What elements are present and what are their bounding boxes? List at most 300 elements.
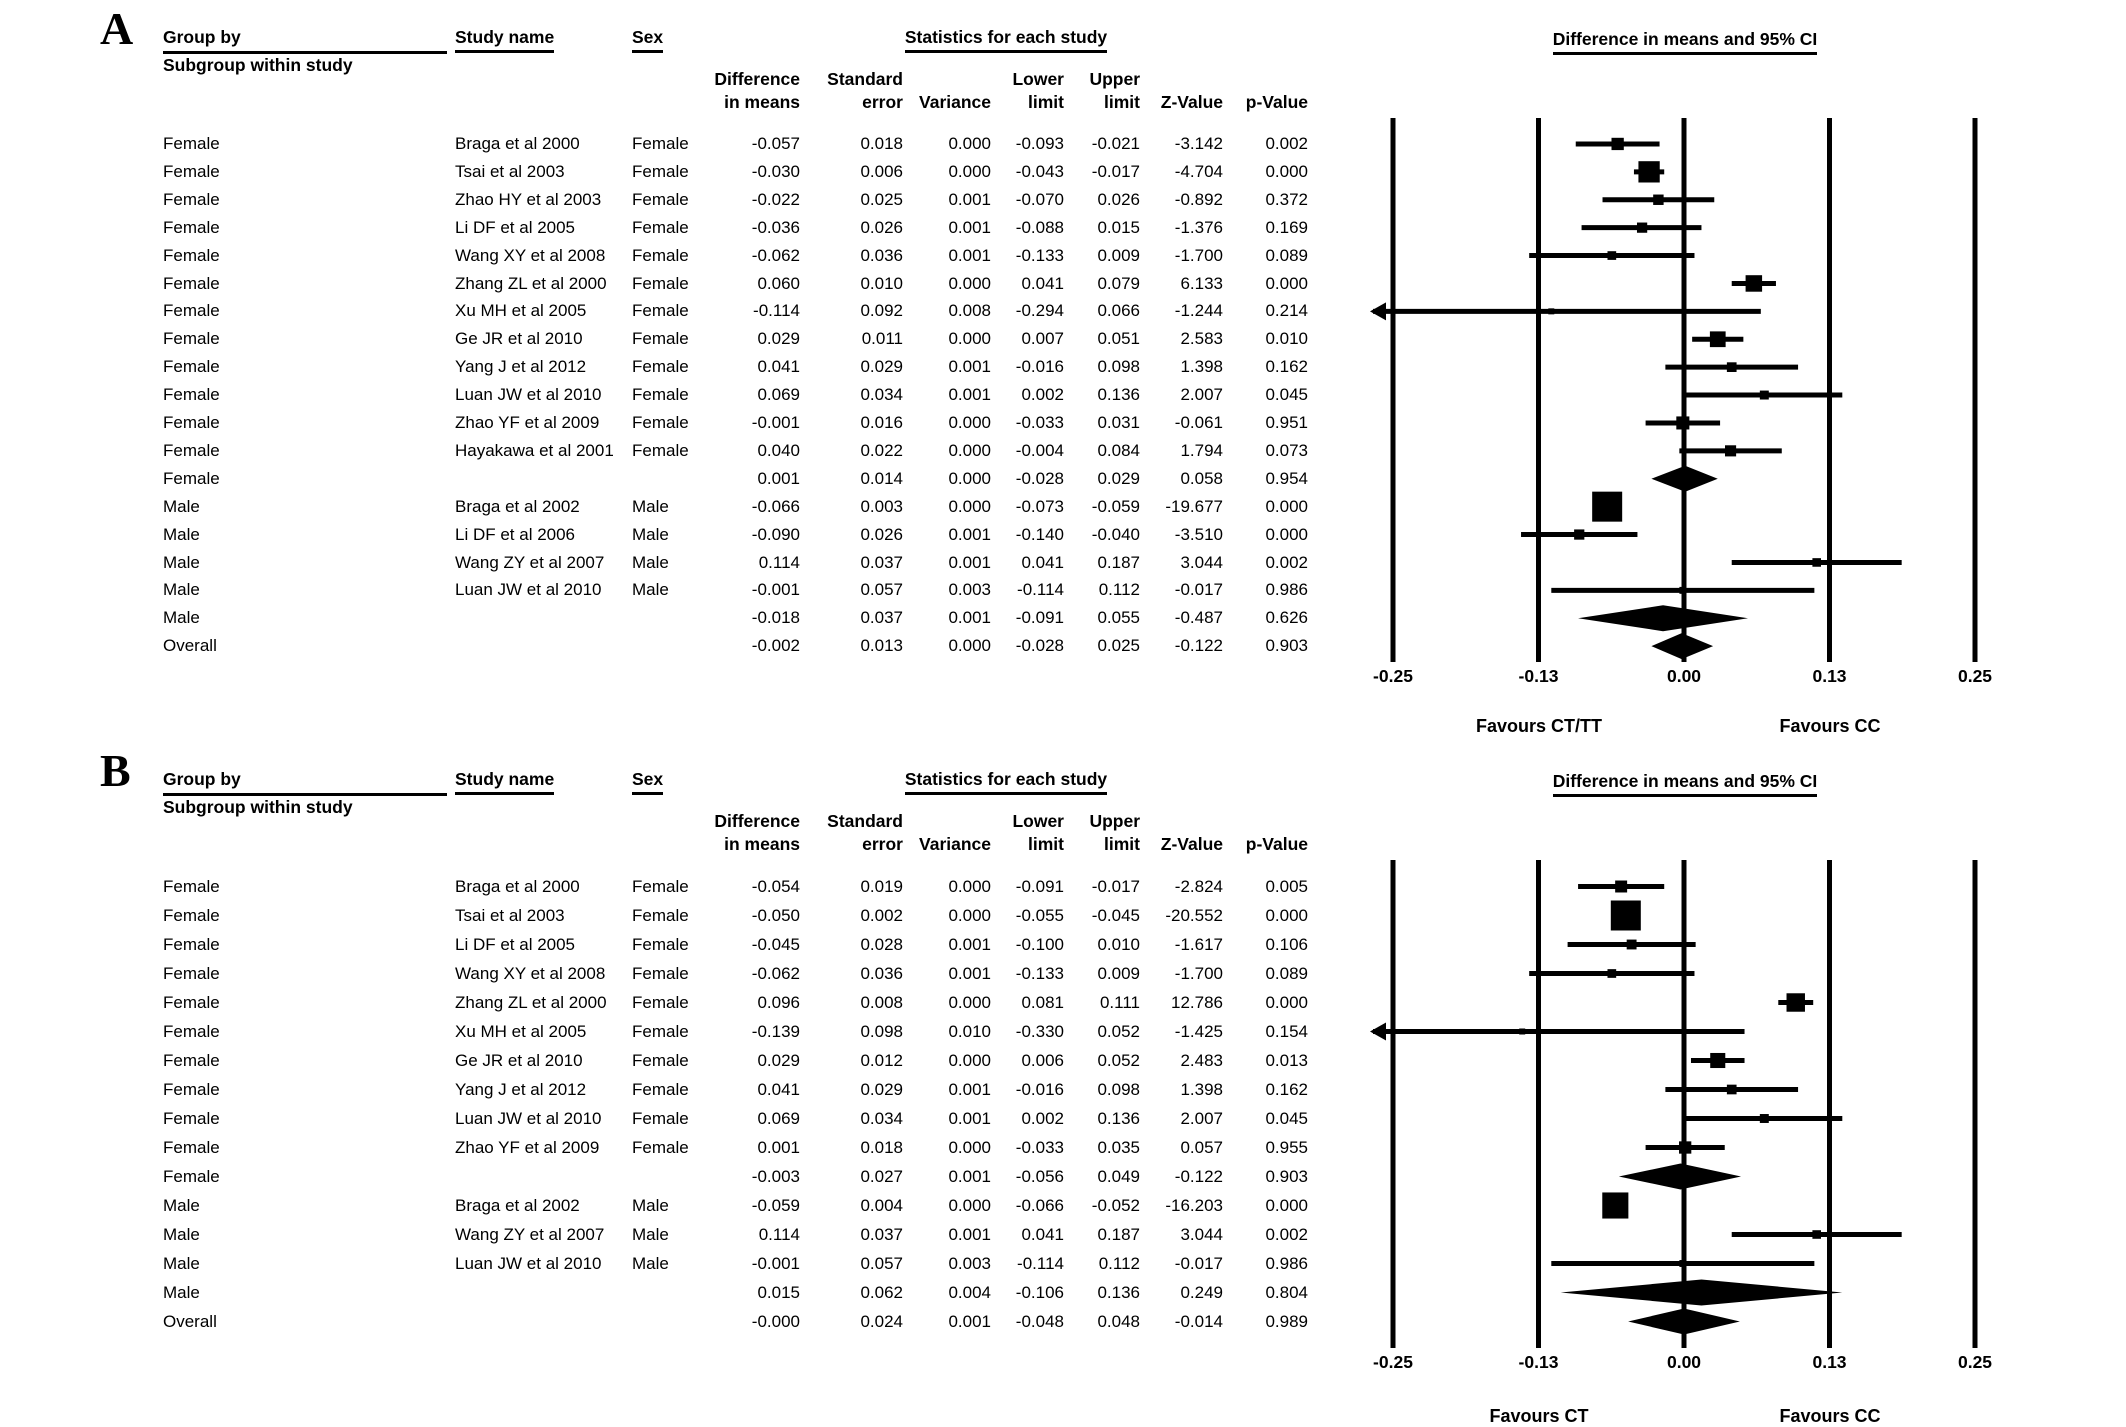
cell-se: 0.034 bbox=[860, 1109, 903, 1128]
cell-se: 0.014 bbox=[860, 468, 903, 488]
column-header-lower: Lower bbox=[1012, 69, 1064, 89]
cell-p: 0.000 bbox=[1265, 1196, 1308, 1215]
summary-diamond bbox=[1578, 605, 1748, 631]
cell-group: Female bbox=[163, 906, 220, 925]
cell-group: Overall bbox=[163, 636, 217, 656]
cell-sex: Female bbox=[632, 1138, 689, 1157]
cell-z: -0.017 bbox=[1174, 580, 1223, 600]
effect-square bbox=[1607, 251, 1616, 260]
cell-group: Female bbox=[163, 301, 220, 321]
cell-se: 0.036 bbox=[860, 245, 903, 265]
effect-square bbox=[1638, 161, 1659, 182]
cell-variance: 0.000 bbox=[948, 329, 991, 349]
cell-z: 0.058 bbox=[1180, 468, 1223, 488]
cell-group: Female bbox=[163, 1022, 220, 1041]
effect-square bbox=[1676, 416, 1689, 429]
table-row bbox=[0, 242, 1340, 270]
column-header-lower-limit: limit bbox=[1028, 92, 1064, 112]
cell-study: Hayakawa et al 2001 bbox=[455, 440, 614, 460]
cell-p: 0.013 bbox=[1265, 1051, 1308, 1070]
cell-lower: -0.091 bbox=[1015, 877, 1064, 896]
cell-diff: -0.114 bbox=[753, 301, 800, 321]
column-header-sex: Sex bbox=[632, 769, 663, 795]
cell-se: 0.016 bbox=[860, 413, 903, 432]
column-header-variance: Variance bbox=[919, 92, 991, 112]
axis-tick-label: -0.13 bbox=[1518, 1352, 1559, 1372]
cell-diff: 0.114 bbox=[758, 552, 800, 572]
cell-lower: 0.041 bbox=[1021, 1225, 1064, 1244]
cell-variance: 0.010 bbox=[948, 1022, 991, 1041]
cell-diff: -0.002 bbox=[751, 636, 800, 656]
effect-square bbox=[1548, 308, 1554, 314]
cell-z: 1.398 bbox=[1180, 1080, 1223, 1099]
cell-se: 0.024 bbox=[860, 1312, 903, 1331]
cell-p: 0.002 bbox=[1265, 134, 1308, 153]
cell-z: 3.044 bbox=[1180, 552, 1223, 572]
cell-lower: -0.055 bbox=[1015, 906, 1064, 925]
cell-p: 0.010 bbox=[1265, 329, 1308, 349]
cell-group: Overall bbox=[163, 1312, 217, 1331]
cell-group: Female bbox=[163, 964, 220, 983]
cell-lower: 0.041 bbox=[1021, 552, 1064, 572]
cell-se: 0.018 bbox=[860, 1138, 903, 1157]
cell-p: 0.000 bbox=[1265, 524, 1308, 544]
cell-p: 0.002 bbox=[1265, 552, 1308, 572]
column-header-z-value: Z-Value bbox=[1160, 834, 1223, 854]
table-row bbox=[0, 325, 1340, 353]
column-header-p-value: p-Value bbox=[1245, 92, 1308, 112]
cell-se: 0.034 bbox=[860, 385, 903, 405]
cell-group: Female bbox=[163, 329, 220, 349]
cell-se: 0.004 bbox=[860, 1196, 903, 1215]
table-row bbox=[0, 1046, 1340, 1075]
cell-diff: -0.045 bbox=[751, 935, 800, 954]
effect-square bbox=[1679, 1141, 1691, 1153]
cell-group: Female bbox=[163, 1138, 220, 1157]
cell-se: 0.037 bbox=[860, 1225, 903, 1244]
cell-upper: 0.084 bbox=[1097, 440, 1140, 460]
summary-diamond bbox=[1561, 1280, 1843, 1306]
cell-p: 0.000 bbox=[1265, 496, 1308, 516]
cell-lower: -0.073 bbox=[1015, 496, 1064, 516]
cell-se: 0.098 bbox=[860, 1022, 903, 1041]
cell-diff: -0.001 bbox=[751, 1254, 800, 1273]
cell-sex: Female bbox=[632, 301, 689, 321]
column-header-upper-limit: limit bbox=[1104, 834, 1140, 854]
table-row bbox=[0, 604, 1340, 632]
cell-lower: 0.041 bbox=[1021, 273, 1064, 293]
column-header-difference: Difference bbox=[714, 69, 800, 89]
cell-lower: -0.091 bbox=[1015, 608, 1064, 628]
cell-p: 0.106 bbox=[1265, 935, 1308, 954]
column-header-in-means: in means bbox=[724, 92, 800, 112]
cell-z: -0.061 bbox=[1174, 413, 1223, 432]
axis-tick-label: 0.25 bbox=[1957, 1352, 1993, 1372]
cell-lower: -0.043 bbox=[1015, 161, 1064, 181]
effect-square bbox=[1760, 1114, 1769, 1123]
column-header-error: error bbox=[862, 92, 903, 112]
cell-diff: -0.018 bbox=[751, 608, 800, 628]
cell-upper: 0.026 bbox=[1097, 189, 1140, 209]
cell-p: 0.073 bbox=[1265, 440, 1308, 460]
cell-study: Braga et al 2000 bbox=[455, 877, 580, 896]
cell-study: Zhang ZL et al 2000 bbox=[455, 993, 607, 1012]
cell-sex: Female bbox=[632, 1080, 689, 1099]
cell-group: Female bbox=[163, 245, 220, 265]
table-row bbox=[0, 158, 1340, 186]
cell-group: Female bbox=[163, 217, 220, 237]
cell-lower: -0.048 bbox=[1015, 1312, 1064, 1331]
column-header-group-by: Group by bbox=[163, 769, 447, 796]
cell-p: 0.626 bbox=[1265, 608, 1308, 628]
cell-variance: 0.001 bbox=[948, 1312, 991, 1331]
cell-diff: 0.069 bbox=[757, 1109, 800, 1128]
column-header-study-name: Study name bbox=[455, 27, 554, 53]
cell-variance: 0.001 bbox=[948, 935, 991, 954]
table-row bbox=[0, 409, 1340, 437]
cell-variance: 0.000 bbox=[948, 496, 991, 516]
effect-square bbox=[1679, 1260, 1686, 1267]
cell-p: 0.045 bbox=[1265, 385, 1308, 405]
cell-upper: -0.059 bbox=[1091, 496, 1140, 516]
effect-square bbox=[1519, 1029, 1525, 1035]
cell-variance: 0.001 bbox=[948, 552, 991, 572]
cell-lower: -0.056 bbox=[1015, 1167, 1064, 1186]
cell-variance: 0.000 bbox=[948, 993, 991, 1012]
cell-diff: -0.059 bbox=[751, 1196, 800, 1215]
table-row bbox=[0, 493, 1340, 521]
cell-z: -16.203 bbox=[1165, 1196, 1223, 1215]
cell-upper: -0.021 bbox=[1091, 134, 1140, 153]
cell-variance: 0.000 bbox=[948, 468, 991, 488]
effect-square bbox=[1679, 587, 1686, 594]
cell-sex: Male bbox=[632, 1196, 669, 1215]
cell-lower: -0.294 bbox=[1015, 301, 1064, 321]
effect-square bbox=[1602, 1192, 1628, 1218]
cell-variance: 0.001 bbox=[948, 524, 991, 544]
cell-variance: 0.001 bbox=[948, 189, 991, 209]
table-row bbox=[0, 1249, 1340, 1278]
column-header-p-value: p-Value bbox=[1245, 834, 1308, 854]
cell-study: Xu MH et al 2005 bbox=[455, 301, 587, 321]
cell-group: Male bbox=[163, 1254, 200, 1273]
cell-upper: 0.187 bbox=[1097, 1225, 1140, 1244]
cell-p: 0.089 bbox=[1265, 964, 1308, 983]
cell-upper: 0.009 bbox=[1097, 964, 1140, 983]
cell-variance: 0.001 bbox=[948, 1080, 991, 1099]
cell-z: -1.700 bbox=[1174, 964, 1223, 983]
column-header-standard: Standard bbox=[827, 811, 903, 831]
cell-diff: -0.139 bbox=[751, 1022, 800, 1041]
cell-lower: -0.330 bbox=[1015, 1022, 1064, 1041]
table-row bbox=[0, 1075, 1340, 1104]
column-header-group-by: Group by bbox=[163, 27, 447, 54]
cell-diff: 0.029 bbox=[757, 329, 800, 349]
cell-study: Luan JW et al 2010 bbox=[455, 1109, 602, 1128]
cell-lower: -0.070 bbox=[1015, 189, 1064, 209]
cell-upper: 0.025 bbox=[1097, 636, 1140, 656]
cell-z: -0.017 bbox=[1174, 1254, 1223, 1273]
cell-lower: -0.004 bbox=[1015, 440, 1064, 460]
cell-variance: 0.000 bbox=[948, 1138, 991, 1157]
cell-lower: 0.081 bbox=[1021, 993, 1064, 1012]
favours-right-label: Favours CC bbox=[1779, 1406, 1881, 1426]
panel-label-a: A bbox=[100, 3, 134, 54]
cell-study: Li DF et al 2005 bbox=[455, 217, 576, 237]
cell-diff: -0.001 bbox=[751, 413, 800, 432]
cell-variance: 0.000 bbox=[948, 1196, 991, 1215]
panel-b bbox=[0, 742, 2126, 1427]
cell-sex: Female bbox=[632, 245, 689, 265]
cell-group: Female bbox=[163, 877, 220, 896]
cell-se: 0.019 bbox=[860, 877, 903, 896]
cell-se: 0.018 bbox=[860, 134, 903, 153]
cell-se: 0.011 bbox=[861, 329, 903, 349]
cell-group: Male bbox=[163, 580, 200, 600]
table-row bbox=[0, 930, 1340, 959]
cell-upper: 0.035 bbox=[1097, 1138, 1140, 1157]
cell-p: 0.986 bbox=[1265, 580, 1308, 600]
stats-group-header: Statistics for each study bbox=[868, 27, 1144, 53]
cell-se: 0.037 bbox=[860, 608, 903, 628]
cell-variance: 0.001 bbox=[948, 1109, 991, 1128]
cell-se: 0.029 bbox=[860, 1080, 903, 1099]
cell-variance: 0.000 bbox=[948, 877, 991, 896]
column-header-in-means: in means bbox=[724, 834, 800, 854]
cell-study: Xu MH et al 2005 bbox=[455, 1022, 587, 1041]
column-header-study-name: Study name bbox=[455, 769, 554, 795]
cell-z: 2.007 bbox=[1180, 1109, 1223, 1128]
effect-square bbox=[1574, 529, 1584, 539]
cell-sex: Female bbox=[632, 217, 689, 237]
cell-sex: Male bbox=[632, 496, 669, 516]
cell-variance: 0.000 bbox=[948, 636, 991, 656]
cell-p: 0.214 bbox=[1265, 301, 1308, 321]
plot-title: Difference in means and 95% CI bbox=[1504, 29, 1866, 55]
cell-p: 0.154 bbox=[1265, 1022, 1308, 1041]
cell-upper: 0.136 bbox=[1097, 1109, 1140, 1128]
cell-se: 0.028 bbox=[860, 935, 903, 954]
table-row bbox=[0, 901, 1340, 930]
cell-z: -0.122 bbox=[1174, 636, 1223, 656]
cell-variance: 0.000 bbox=[948, 906, 991, 925]
table-row bbox=[0, 959, 1340, 988]
cell-lower: -0.140 bbox=[1015, 524, 1064, 544]
cell-sex: Male bbox=[632, 1225, 669, 1244]
cell-se: 0.029 bbox=[860, 357, 903, 377]
cell-p: 0.000 bbox=[1265, 161, 1308, 181]
cell-se: 0.057 bbox=[860, 580, 903, 600]
effect-square bbox=[1812, 558, 1821, 567]
effect-square bbox=[1611, 901, 1641, 931]
effect-square bbox=[1592, 492, 1622, 522]
cell-sex: Female bbox=[632, 357, 689, 377]
cell-z: -0.892 bbox=[1174, 189, 1223, 209]
table-row bbox=[0, 465, 1340, 493]
cell-se: 0.036 bbox=[860, 964, 903, 983]
cell-se: 0.062 bbox=[860, 1283, 903, 1302]
cell-se: 0.006 bbox=[860, 161, 903, 181]
cell-variance: 0.001 bbox=[948, 217, 991, 237]
cell-lower: -0.114 bbox=[1017, 1254, 1064, 1273]
cell-lower: -0.133 bbox=[1015, 964, 1064, 983]
cell-group: Female bbox=[163, 1109, 220, 1128]
cell-p: 0.162 bbox=[1265, 357, 1308, 377]
table-row bbox=[0, 381, 1340, 409]
cell-upper: -0.017 bbox=[1091, 877, 1140, 896]
cell-p: 0.372 bbox=[1265, 189, 1308, 209]
cell-z: -3.510 bbox=[1174, 524, 1223, 544]
cell-diff: 0.001 bbox=[757, 468, 800, 488]
cell-lower: -0.016 bbox=[1015, 357, 1064, 377]
cell-diff: -0.062 bbox=[751, 964, 800, 983]
effect-square bbox=[1607, 969, 1616, 978]
effect-square bbox=[1627, 940, 1637, 950]
forest-plot-svg-a bbox=[1340, 118, 2040, 662]
cell-sex: Female bbox=[632, 273, 689, 293]
table-row bbox=[0, 297, 1340, 325]
cell-sex: Female bbox=[632, 385, 689, 405]
cell-se: 0.022 bbox=[860, 440, 903, 460]
column-header-subgroup: Subgroup within study bbox=[163, 55, 353, 75]
cell-upper: 0.112 bbox=[1098, 580, 1140, 600]
cell-group: Male bbox=[163, 496, 200, 516]
axis-tick-label: -0.25 bbox=[1373, 1352, 1413, 1372]
cell-p: 0.162 bbox=[1265, 1080, 1308, 1099]
cell-sex: Female bbox=[632, 935, 689, 954]
cell-diff: -0.003 bbox=[751, 1167, 800, 1186]
column-header-upper-limit: limit bbox=[1104, 92, 1140, 112]
cell-upper: 0.015 bbox=[1097, 217, 1140, 237]
cell-z: -3.142 bbox=[1174, 134, 1223, 153]
cell-p: 0.000 bbox=[1265, 993, 1308, 1012]
axis-tick-label: 0.13 bbox=[1812, 1352, 1847, 1372]
cell-lower: -0.066 bbox=[1015, 1196, 1064, 1215]
table-row bbox=[0, 1191, 1340, 1220]
cell-diff: 0.029 bbox=[757, 1051, 800, 1070]
cell-sex: Female bbox=[632, 964, 689, 983]
cell-lower: -0.100 bbox=[1015, 935, 1064, 954]
cell-se: 0.003 bbox=[860, 496, 903, 516]
cell-study: Braga et al 2000 bbox=[455, 134, 580, 153]
cell-p: 0.000 bbox=[1265, 273, 1308, 293]
effect-square bbox=[1653, 195, 1663, 205]
table-row bbox=[0, 549, 1340, 577]
cell-upper: 0.031 bbox=[1097, 413, 1140, 432]
favours-right-label: Favours CC bbox=[1779, 716, 1881, 736]
cell-study: Tsai et al 2003 bbox=[455, 906, 565, 925]
cell-z: 2.483 bbox=[1180, 1051, 1223, 1070]
cell-upper: -0.017 bbox=[1091, 161, 1140, 181]
cell-variance: 0.000 bbox=[948, 161, 991, 181]
axis-tick-label: -0.25 bbox=[1373, 666, 1413, 686]
cell-study: Li DF et al 2006 bbox=[455, 524, 576, 544]
cell-group: Male bbox=[163, 1196, 200, 1215]
cell-group: Female bbox=[163, 935, 220, 954]
cell-variance: 0.001 bbox=[948, 1167, 991, 1186]
cell-diff: 0.096 bbox=[757, 993, 800, 1012]
table-row bbox=[0, 1162, 1340, 1191]
cell-upper: 0.055 bbox=[1097, 608, 1140, 628]
cell-sex: Female bbox=[632, 906, 689, 925]
cell-se: 0.092 bbox=[860, 301, 903, 321]
column-header-sex: Sex bbox=[632, 27, 663, 53]
cell-sex: Male bbox=[632, 552, 669, 572]
arrow-left-icon bbox=[1370, 1023, 1386, 1041]
cell-study: Braga et al 2002 bbox=[455, 1196, 580, 1215]
column-header-z-value: Z-Value bbox=[1160, 92, 1223, 112]
cell-group: Male bbox=[163, 1283, 200, 1302]
cell-study: Ge JR et al 2010 bbox=[455, 1051, 583, 1070]
cell-z: 1.398 bbox=[1180, 357, 1223, 377]
cell-p: 0.955 bbox=[1265, 1138, 1308, 1157]
cell-upper: 0.111 bbox=[1099, 993, 1140, 1012]
cell-sex: Female bbox=[632, 189, 689, 209]
cell-diff: 0.040 bbox=[757, 440, 800, 460]
table-row bbox=[0, 270, 1340, 298]
cell-study: Wang XY et al 2008 bbox=[455, 964, 606, 983]
cell-group: Female bbox=[163, 357, 220, 377]
column-header-lower: Lower bbox=[1012, 811, 1064, 831]
cell-diff: 0.114 bbox=[758, 1225, 800, 1244]
cell-sex: Female bbox=[632, 161, 689, 181]
cell-study: Wang ZY et al 2007 bbox=[455, 552, 605, 572]
favours-left-label: Favours CT/TT bbox=[1475, 716, 1602, 736]
cell-upper: 0.187 bbox=[1097, 552, 1140, 572]
cell-variance: 0.000 bbox=[948, 440, 991, 460]
cell-lower: 0.002 bbox=[1021, 385, 1064, 405]
cell-z: 3.044 bbox=[1180, 1225, 1223, 1244]
column-header-variance: Variance bbox=[919, 834, 991, 854]
cell-diff: 0.001 bbox=[757, 1138, 800, 1157]
cell-p: 0.954 bbox=[1265, 468, 1308, 488]
cell-p: 0.951 bbox=[1265, 413, 1308, 432]
effect-square bbox=[1812, 1230, 1821, 1239]
axis-tick-label: -0.13 bbox=[1518, 666, 1559, 686]
cell-z: -19.677 bbox=[1165, 496, 1223, 516]
cell-z: -0.122 bbox=[1174, 1167, 1223, 1186]
effect-square bbox=[1710, 331, 1726, 347]
cell-upper: 0.052 bbox=[1097, 1022, 1140, 1041]
cell-sex: Female bbox=[632, 877, 689, 896]
cell-group: Female bbox=[163, 385, 220, 405]
cell-study: Zhang ZL et al 2000 bbox=[455, 273, 607, 293]
cell-group: Female bbox=[163, 440, 220, 460]
column-header-error: error bbox=[862, 834, 903, 854]
cell-group: Female bbox=[163, 468, 220, 488]
forest-plot-svg-b bbox=[1340, 860, 2040, 1348]
cell-sex: Female bbox=[632, 1109, 689, 1128]
panel-label-b: B bbox=[100, 745, 131, 796]
table-row bbox=[0, 1278, 1340, 1307]
effect-square bbox=[1615, 881, 1627, 893]
table-row bbox=[0, 1017, 1340, 1046]
table-row bbox=[0, 1104, 1340, 1133]
cell-variance: 0.004 bbox=[948, 1283, 991, 1302]
effect-square bbox=[1760, 391, 1769, 400]
cell-z: -0.014 bbox=[1174, 1312, 1223, 1331]
table-row bbox=[0, 632, 1340, 660]
cell-diff: -0.001 bbox=[751, 580, 800, 600]
effect-square bbox=[1612, 138, 1624, 150]
cell-se: 0.012 bbox=[860, 1051, 903, 1070]
column-header-standard: Standard bbox=[827, 69, 903, 89]
cell-upper: 0.052 bbox=[1097, 1051, 1140, 1070]
cell-study: Zhao YF et al 2009 bbox=[455, 413, 600, 432]
cell-group: Male bbox=[163, 608, 200, 628]
cell-upper: 0.048 bbox=[1097, 1312, 1140, 1331]
cell-z: -20.552 bbox=[1165, 906, 1223, 925]
